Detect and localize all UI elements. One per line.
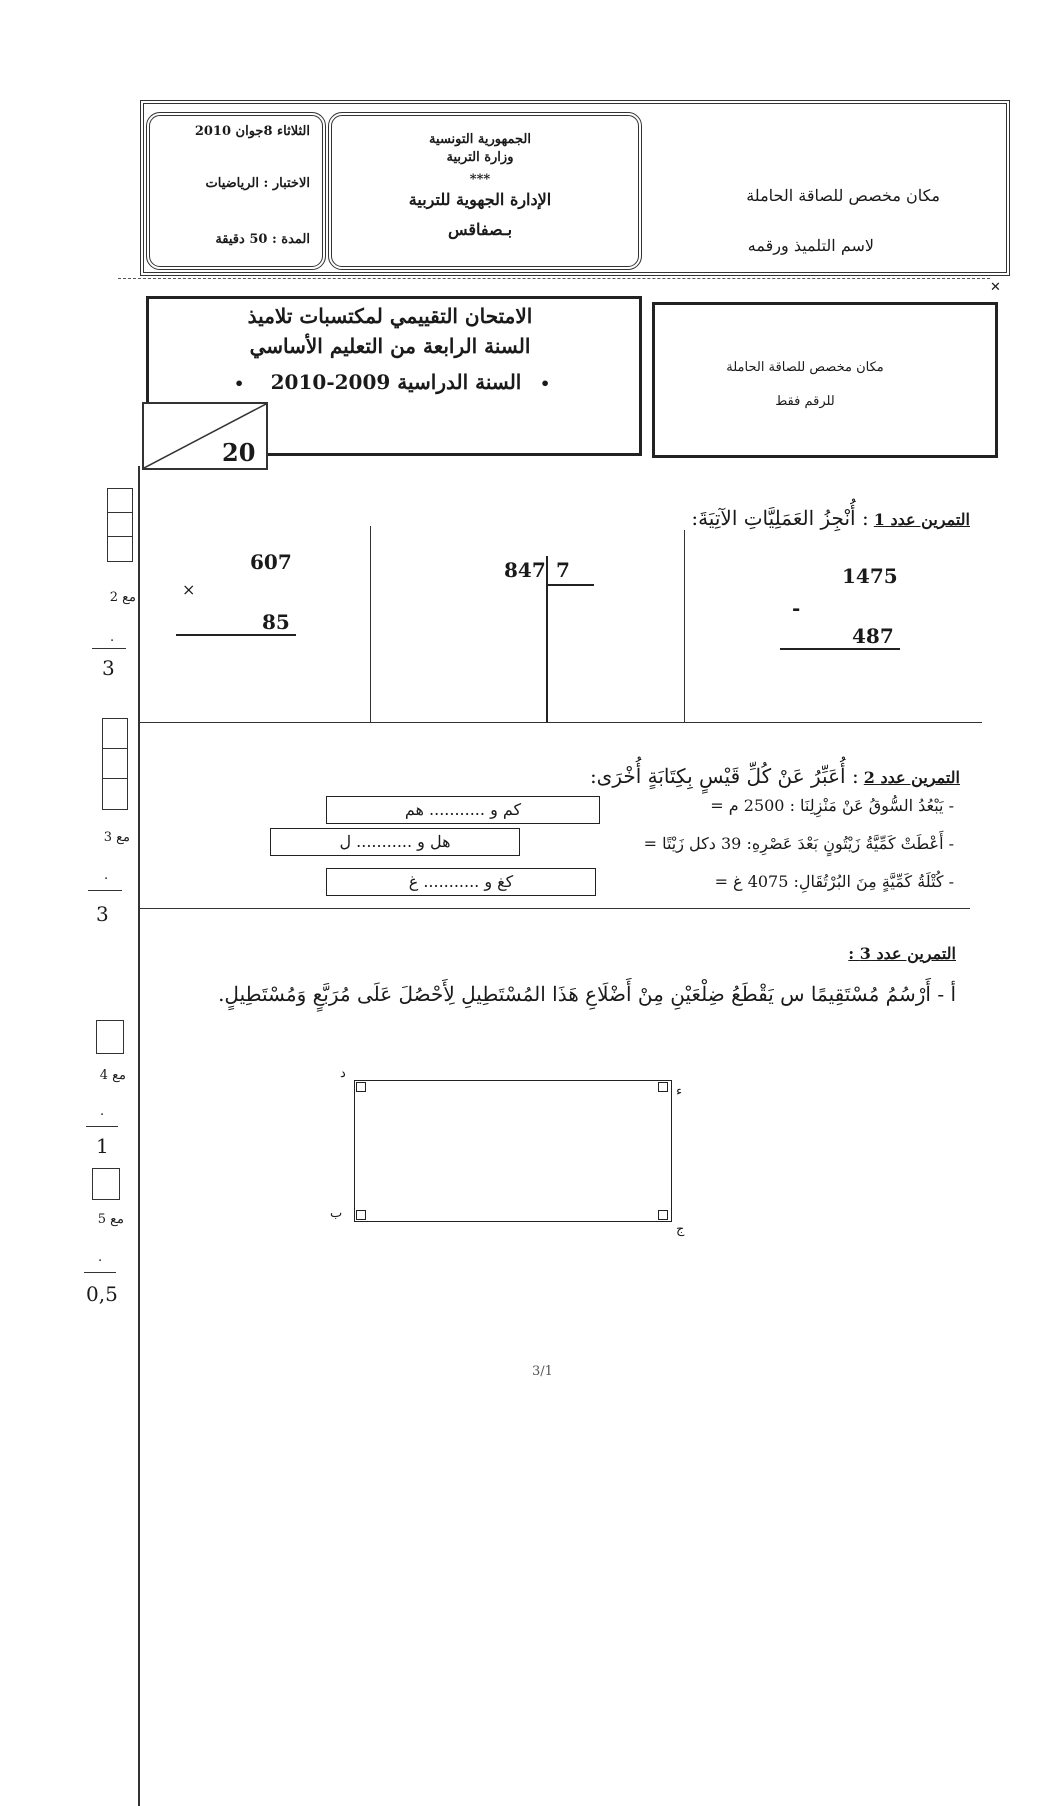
criterion-4-score: 1: [96, 1134, 109, 1158]
stamp-place-label: مكان مخصص للصاقة الحاملة: [746, 186, 940, 205]
multiplication-bar: [176, 634, 296, 636]
title-line-1: الامتحان التقييمي لمكتسبات تلاميذ: [247, 304, 533, 328]
vertex-label-top-left: د: [340, 1066, 346, 1081]
criterion-2-label: مع 2: [109, 590, 136, 605]
scissors-icon: ✕: [990, 280, 1001, 295]
republic-name: الجمهورية التونسية: [429, 132, 531, 147]
column-divider: [370, 526, 371, 722]
stamp-box: [652, 302, 998, 458]
criterion-5-score: 0,5: [86, 1282, 118, 1306]
minuend: 1475: [842, 564, 898, 588]
section-divider: [140, 908, 970, 909]
exercise-3-instruction: أ - أَرْسُمُ مُسْتَقِيمًا س يَقْطَعُ ضِلْعَيْنِ مِنْ أَضْلَاعِ هَذَا المُسْتَطِيلِ لِأَحْصُلَ عَلَى مُرَبَّعٍ وَمُسْتَطِيلٍ.: [218, 982, 956, 1006]
exercise-2-title: التمرين عدد 2: [863, 768, 960, 787]
column-divider: [684, 530, 685, 722]
right-angle-mark: [356, 1082, 366, 1092]
section-divider: [140, 722, 982, 723]
exercise-2-item-1: - يَبْعُدُ السُّوقُ عَنْ مَنْزِلِنَا : 2500 م =: [710, 796, 954, 815]
separator-stars: ***: [469, 172, 491, 187]
exercise-1-heading: [560, 506, 970, 530]
exercise-2-item-3: - كُتْلَةُ كَمِّيَّةٍ مِنَ البُرْتُقَالِ: 4075 غ =: [714, 872, 954, 891]
margin-line: [138, 466, 140, 1806]
criterion-2-dot: .: [110, 630, 115, 645]
title-bullet-left: •: [234, 374, 245, 393]
criterion-3-label: مع 3: [103, 830, 130, 845]
fraction-bar: [86, 1126, 118, 1127]
score-cell[interactable]: [107, 512, 133, 538]
multiply-sign: ×: [182, 580, 196, 599]
answer-field-3[interactable]: كغ و ........... غ: [326, 868, 596, 896]
exam-duration: المدة : 50 دقيقة: [215, 232, 310, 247]
fraction-bar: [88, 890, 122, 891]
title-line-3: السنة الدراسية 2009-2010: [270, 370, 522, 394]
multiplicand: 607: [250, 550, 292, 574]
dividend: 847: [504, 558, 546, 582]
exam-date: الثلاثاء 8جوان 2010: [194, 124, 310, 139]
total-score: 20: [222, 438, 256, 467]
exercise-2-instruction: : أُعَبِّرُ عَنْ كُلِّ قَيْسٍ بِكِتَابَةٍ أُخْرَى:: [589, 764, 859, 788]
fraction-bar: [84, 1272, 116, 1273]
division-bar: [546, 584, 594, 586]
score-cell[interactable]: [102, 778, 128, 810]
criterion-3-dot: .: [104, 868, 109, 883]
vertex-label-top-right: ء: [676, 1084, 683, 1099]
exercise-2-heading: [450, 764, 960, 788]
criterion-2-score: 3: [102, 656, 115, 680]
vertex-label-bottom-left: ب: [330, 1206, 343, 1221]
vertex-label-bottom-right: ج: [676, 1222, 685, 1237]
page-number: 3/1: [532, 1364, 553, 1379]
subtraction-bar: [780, 648, 900, 650]
score-cell[interactable]: [107, 488, 133, 514]
cut-line: [118, 278, 990, 279]
fraction-bar: [92, 648, 126, 649]
exercise-3-title: التمرين عدد 3 :: [848, 944, 956, 963]
answer-field-1[interactable]: كم و ........... هم: [326, 796, 600, 824]
right-angle-mark: [658, 1082, 668, 1092]
score-cell[interactable]: [102, 748, 128, 780]
stamp-box-line-1: مكان مخصص للصاقة الحاملة: [726, 360, 884, 375]
title-line-2: السنة الرابعة من التعليم الأساسي: [249, 334, 531, 358]
answer-field-2[interactable]: هل و ........... ل: [270, 828, 520, 856]
minus-sign: -: [792, 596, 801, 620]
multiplier: 85: [262, 610, 290, 634]
exercise-1-title: التمرين عدد 1: [873, 510, 970, 529]
criterion-5-dot: .: [98, 1250, 103, 1265]
exam-subject: الاختبار : الرياضيات: [205, 176, 310, 191]
exercise-1-instruction: : أُنْجِزُ العَمَلِيَّاتِ الآتِيَةَ:: [691, 506, 869, 530]
score-cell[interactable]: [96, 1020, 124, 1054]
subtrahend: 487: [852, 624, 894, 648]
division-bracket: [546, 556, 548, 722]
right-angle-mark: [658, 1210, 668, 1220]
stamp-box-line-2: للرقم فقط: [775, 394, 835, 409]
rectangle-figure: [354, 1080, 672, 1222]
criterion-3-score: 3: [96, 902, 109, 926]
student-name-label: لاسم التلميذ ورقمه: [747, 236, 874, 255]
ministry-name: وزارة التربية: [446, 150, 514, 165]
directorate-name: الإدارة الجهوية للتربية: [408, 190, 552, 209]
score-cell[interactable]: [102, 718, 128, 750]
right-angle-mark: [356, 1210, 366, 1220]
criterion-5-label: مع 5: [97, 1212, 124, 1227]
title-bullet-right: •: [540, 374, 551, 393]
score-cell[interactable]: [92, 1168, 120, 1200]
criterion-4-label: مع 4: [99, 1068, 126, 1083]
score-cell[interactable]: [107, 536, 133, 562]
criterion-4-dot: .: [100, 1104, 105, 1119]
exercise-2-item-2: - أَعْطَتْ كَمِّيَّةُ زَيْتُونٍ بَعْدَ عَصْرِهِ: 39 دكل زَيْتًا =: [643, 834, 954, 853]
city-name: بـصفاقس: [447, 220, 513, 239]
divisor: 7: [556, 558, 570, 582]
